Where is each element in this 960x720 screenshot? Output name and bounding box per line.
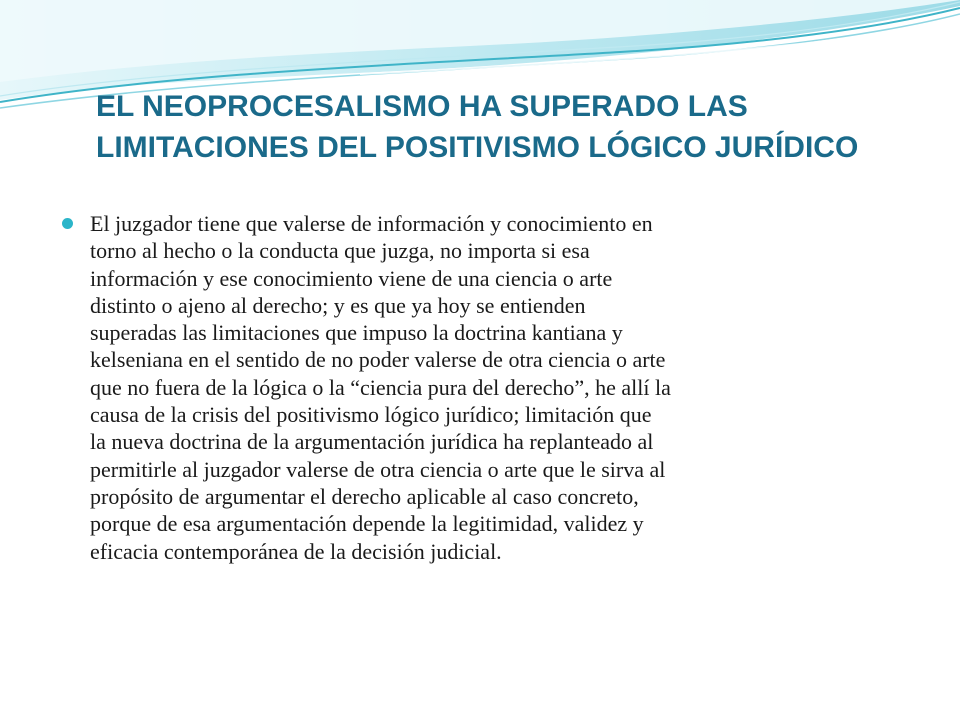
paragraph-line: propósito de argumentar el derecho aplicable al caso concreto, (90, 483, 639, 509)
paragraph-line: que no fuera de la lógica o la “ciencia pura del derecho”, he allí la (90, 374, 671, 400)
paragraph-line: kelseniana en el sentido de no poder valerse de otra ciencia o arte (90, 347, 666, 373)
paragraph-line: distinto o ajeno al derecho; y es que ya hoy se entienden (90, 292, 586, 318)
bullet-dot-icon (62, 218, 73, 229)
paragraph-line: superadas las limitaciones que impuso la doctrina kantiana y (90, 320, 623, 346)
bullet-paragraph (90, 210, 912, 565)
paragraph-line: permitirle al juzgador valerse de otra ciencia o arte que le sirva al (90, 456, 666, 482)
paragraph-line: información y ese conocimiento viene de una ciencia o arte (90, 265, 613, 291)
paragraph-line: torno al hecho o la conducta que juzga, no importa si esa (90, 238, 590, 264)
paragraph-line: la nueva doctrina de la argumentación jurídica ha replanteado al (90, 429, 654, 455)
slide-title-line-1: EL NEOPROCESALISMO HA SUPERADO LAS (96, 90, 748, 123)
paragraph-line: eficacia contemporánea de la decisión judicial. (90, 538, 502, 564)
slide-title (96, 86, 936, 168)
paragraph-line: causa de la crisis del positivismo lógico jurídico; limitación que (90, 402, 652, 428)
slide-title-line-2: LIMITACIONES DEL POSITIVISMO LÓGICO JURÍDICO (96, 131, 859, 164)
paragraph-line: porque de esa argumentación depende la legitimidad, validez y (90, 511, 644, 537)
paragraph-line: El juzgador tiene que valerse de información y conocimiento en (90, 211, 653, 236)
